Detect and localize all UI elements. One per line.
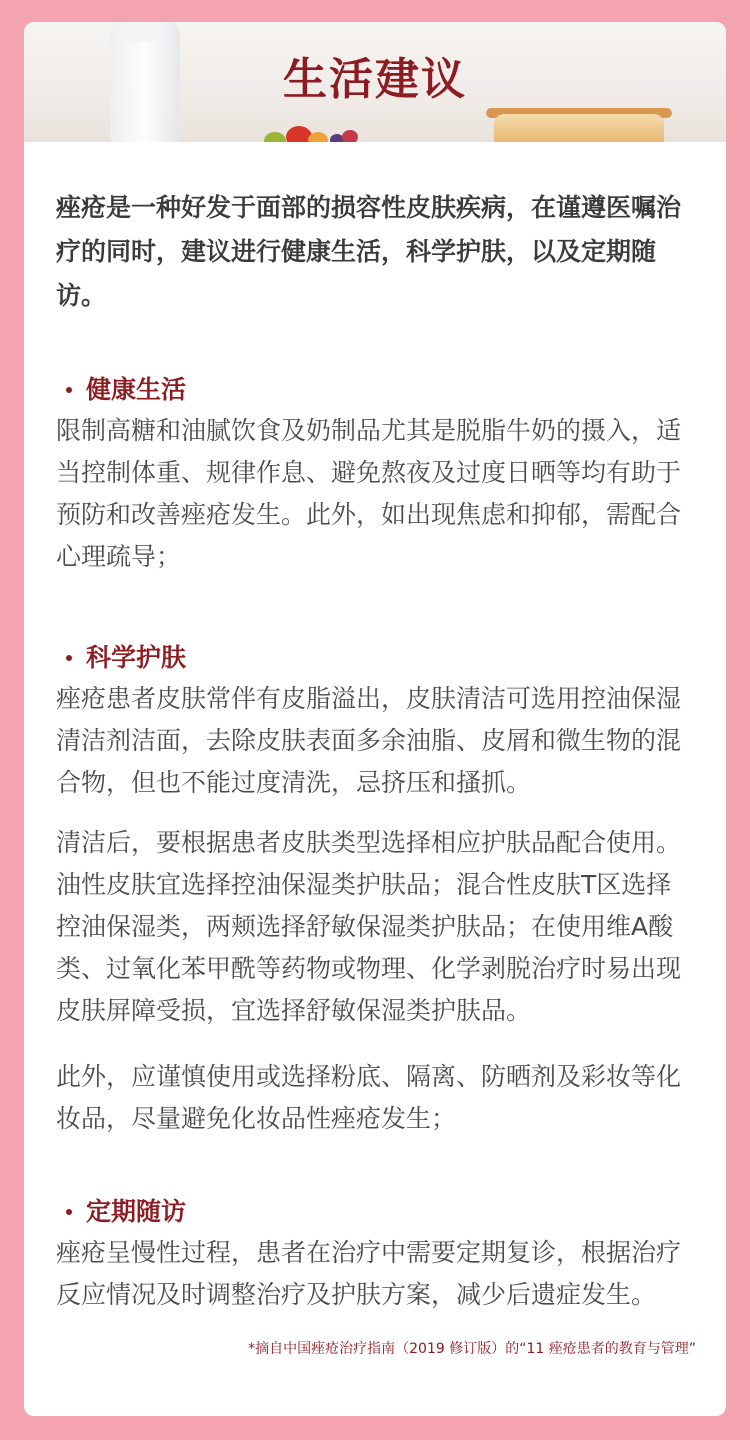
bread-illustration: [494, 114, 664, 142]
kiwi-illustration: [264, 132, 286, 142]
section-paragraph: 清洁后，要根据患者皮肤类型选择相应护肤品配合使用。油性皮肤宜选择控油保湿类护肤品；混合性皮肤T区选择控油保湿类，两颊选择舒敏保湿类护肤品；在使用维A酸类、过氧化苯甲酰等药物或物理、化学剥脱治疗时易出现皮肤屏障受损，宜选择舒敏保湿类护肤品。: [56, 828, 682, 1025]
section-heading-label: 健康生活: [86, 375, 187, 404]
source-footnote: *摘自中国痤疮治疗指南（2019 修订版）的“11 痤疮患者的教育与管理”: [248, 1341, 696, 1357]
bullet-dot-icon: [66, 655, 72, 661]
article-body: [56, 182, 696, 1316]
milk-bottle-neck-illustration: [127, 22, 163, 42]
section-paragraph: 痤疮呈慢性过程，患者在治疗中需要定期复诊，根据治疗反应情况及时调整治疗及护肤方案，减少后遗症发生。: [56, 1238, 682, 1309]
section-heading: [56, 370, 696, 410]
page-title: 生活建议: [283, 54, 467, 105]
section-paragraph: 痤疮患者皮肤常伴有皮脂溢出，皮肤清洁可选用控油保湿清洁剂洁面，去除皮肤表面多余油脂、皮屑和微生物的混合物，但也不能过度清洗，忌挤压和搔抓。: [56, 684, 682, 797]
content-card: [24, 22, 726, 1416]
section-heading-label: 科学护肤: [86, 643, 187, 672]
section-heading-label: 定期随访: [86, 1197, 187, 1226]
orange-illustration: [308, 132, 328, 142]
section-skin-care: [56, 638, 696, 1140]
section-paragraph: 此外，应谨慎使用或选择粉底、隔离、防晒剂及彩妆等化妆品，尽量避免化妆品性痤疮发生；: [56, 1062, 682, 1133]
section-paragraph: 限制高糖和油腻饮食及奶制品尤其是脱脂牛奶的摄入，适当控制体重、规律作息、避免熬夜及过度日晒等均有助于预防和改善痤疮发生。此外，如出现焦虑和抑郁，需配合心理疏导；: [56, 416, 682, 571]
header-banner: [24, 22, 726, 142]
intro-paragraph: 痤疮是一种好发于面部的损容性皮肤疾病，在谨遵医嘱治疗的同时，建议进行健康生活，科学护肤，以及定期随访。: [56, 193, 682, 310]
section-regular-follow-up: [56, 1192, 696, 1316]
grape-illustration: [342, 130, 358, 142]
bullet-dot-icon: [66, 387, 72, 393]
section-heading: [56, 1192, 696, 1232]
section-heading: [56, 638, 696, 678]
bullet-dot-icon: [66, 1209, 72, 1215]
section-healthy-living: [56, 370, 696, 578]
